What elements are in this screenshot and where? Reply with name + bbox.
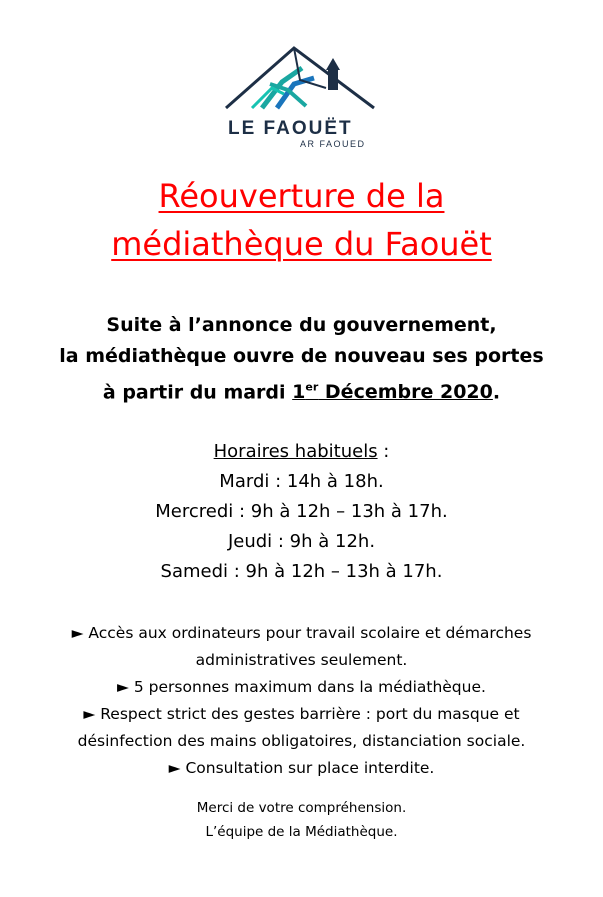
announcement	[0, 310, 603, 408]
opening-hours	[0, 437, 603, 587]
mountain-logo-icon	[222, 40, 382, 112]
access-rules	[0, 620, 603, 782]
town-logo	[0, 40, 603, 155]
closing-signature: L’équipe de la Médiathèque.	[205, 824, 398, 840]
closing-message	[0, 796, 603, 844]
rule-computers-line-2: administratives seulement.	[195, 651, 408, 669]
announcement-line-1: Suite à l’annonce du gouvernement,	[106, 314, 497, 336]
hours-wednesday: Mercredi : 9h à 12h – 13h à 17h.	[155, 501, 448, 522]
hours-saturday: Samedi : 9h à 12h – 13h à 17h.	[160, 561, 443, 582]
hours-heading-suffix: :	[377, 441, 390, 462]
reopening-date	[292, 381, 493, 403]
date-day: 1	[292, 381, 306, 404]
date-superscript: er	[305, 381, 319, 394]
title-line-1: Réouverture de la	[158, 177, 445, 215]
title-line-2: médiathèque du Faouët	[111, 225, 492, 263]
announcement-line-2: la médiathèque ouvre de nouveau ses portes	[59, 345, 544, 367]
brand-name: LE FAOUËT	[228, 118, 353, 139]
rule-computers-line-1: ► Accès aux ordinateurs pour travail scolaire et démarches	[71, 624, 532, 642]
hours-heading: Horaires habituels	[213, 441, 378, 462]
brand-subtitle: AR FAOUED	[300, 139, 366, 149]
date-rest: Décembre 2020	[318, 381, 493, 404]
hours-tuesday: Mardi : 14h à 18h.	[219, 471, 384, 492]
page-title	[0, 172, 603, 268]
rule-capacity: ► 5 personnes maximum dans la médiathèque.	[117, 678, 486, 696]
rule-barrier-line-1: ► Respect strict des gestes barrière : port du masque et	[83, 705, 520, 723]
rule-barrier-line-2: désinfection des mains obligatoires, distanciation sociale.	[77, 732, 526, 750]
announcement-suffix: .	[492, 381, 501, 404]
hours-thursday: Jeudi : 9h à 12h.	[227, 531, 376, 552]
announcement-line-3	[0, 372, 603, 408]
announcement-prefix: à partir du mardi	[102, 381, 293, 404]
rule-consultation: ► Consultation sur place interdite.	[168, 759, 435, 777]
hours-heading-line	[0, 437, 603, 467]
closing-thanks: Merci de votre compréhension.	[196, 800, 407, 816]
